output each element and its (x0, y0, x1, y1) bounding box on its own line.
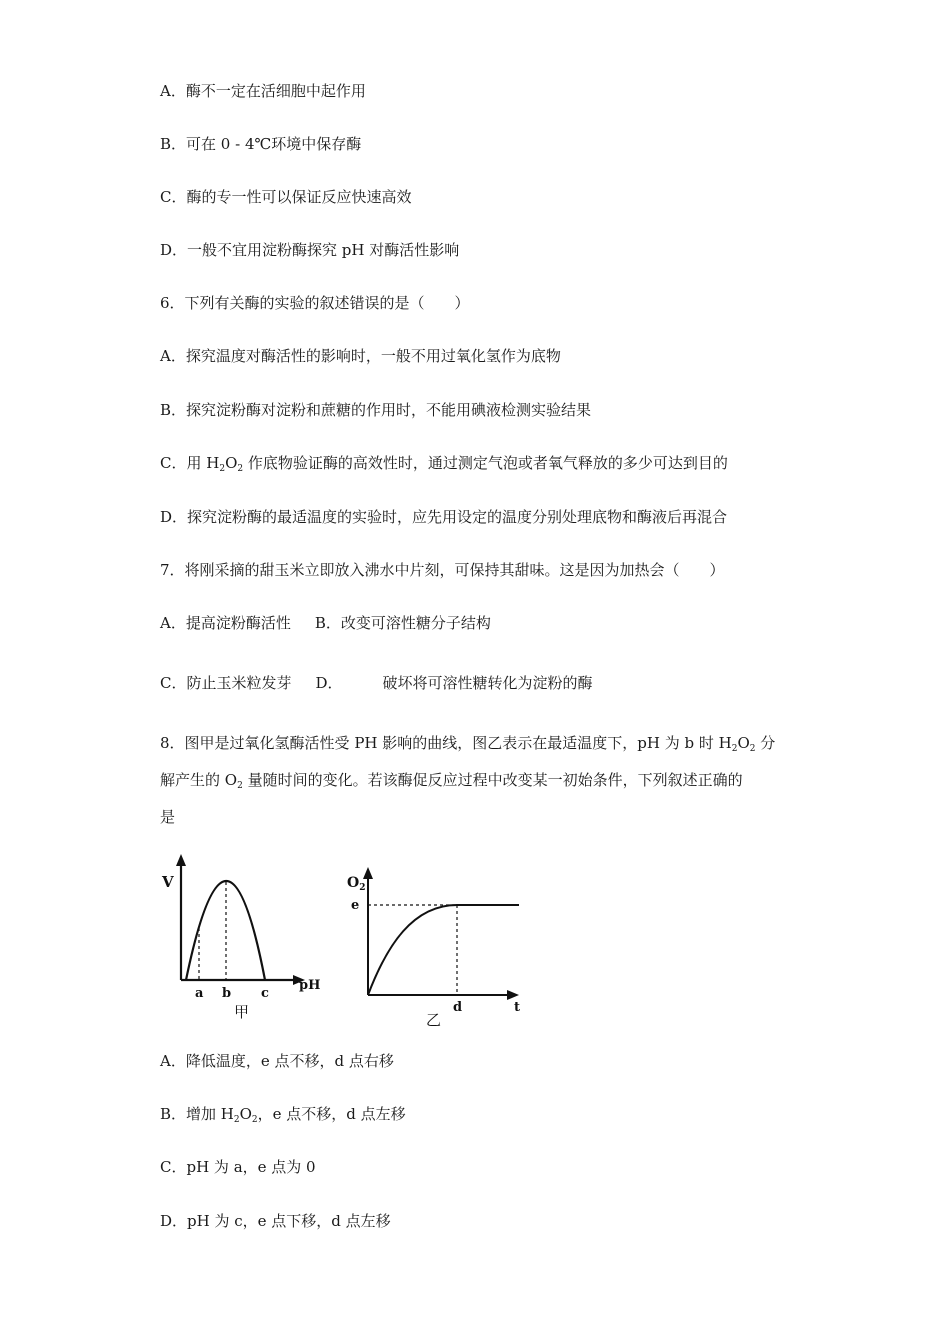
yi-guides (368, 905, 457, 995)
jia-tick-a: a (195, 986, 204, 1001)
yi-y-label: $O_2$ (347, 875, 366, 893)
jia-tick-c: c (261, 986, 269, 1001)
q5-option-a: A．酶不一定在活细胞中起作用 (160, 82, 366, 100)
yi-tick-d: d (453, 1000, 463, 1015)
yi-y-arrow (363, 867, 373, 879)
q8-option-b: B．增加 $H_2O_2$，e 点不移，d 点左移 (160, 1105, 406, 1125)
q8-option-d: D．pH 为 c，e 点下移，d 点左移 (160, 1212, 391, 1230)
q5-option-d: D．一般不宜用淀粉酶探究 pH 对酶活性影响 (160, 241, 460, 259)
jia-axes (181, 862, 297, 980)
yi-curve (368, 905, 519, 995)
q8-stem-line-3: 是 (160, 808, 176, 826)
jia-tick-b: b (222, 986, 232, 1001)
jia-guides (199, 882, 226, 980)
q5-option-b: B．可在 0 - 4℃环境中保存酶 (160, 135, 362, 153)
q7-stem: 7．将刚采摘的甜玉米立即放入沸水中片刻，可保持其甜味。这是因为加热会（ ） (160, 561, 725, 579)
jia-x-label: pH (299, 978, 321, 993)
q8-stem-line-2: 解产生的 $O_2$ 量随时间的变化。若该酶促反应过程中改变某一初始条件，下列叙述正确的 (160, 771, 743, 791)
q5-option-c: C．酶的专一性可以保证反应快速高效 (160, 188, 412, 206)
figure-jia (155, 850, 325, 1025)
yi-x-label: t (514, 1000, 521, 1015)
yi-tick-e: e (351, 898, 360, 913)
q7-options-cd: C．防止玉米粒发芽 D． 破坏将可溶性糖转化为淀粉的酶 (160, 674, 593, 692)
q8-option-c: C．pH 为 a，e 点为 0 (160, 1158, 316, 1176)
jia-y-label: V (162, 873, 174, 891)
q8-option-a: A．降低温度，e 点不移，d 点右移 (160, 1052, 394, 1070)
jia-y-arrow (176, 854, 186, 866)
q6-option-b: B．探究淀粉酶对淀粉和蔗糖的作用时，不能用碘液检测实验结果 (160, 401, 592, 419)
yi-x-arrow (507, 990, 519, 1000)
q6-option-c: C．用 $H_2O_2$ 作底物验证酶的高效性时，通过测定气泡或者氧气释放的多少可达到目的 (160, 454, 728, 474)
yi-caption: 乙 (426, 1011, 442, 1029)
q8-stem-line-1: 8．图甲是过氧化氢酶活性受 PH 影响的曲线，图乙表示在最适温度下，pH 为 b 时 $H_2O_2$ 分 (160, 734, 776, 754)
q7-options-ab: A．提高淀粉酶活性 B．改变可溶性糖分子结构 (160, 614, 491, 632)
q6-stem: 6．下列有关酶的实验的叙述错误的是（ ） (160, 294, 470, 312)
yi-axes (368, 875, 511, 995)
q6-option-d: D．探究淀粉酶的最适温度的实验时，应先用设定的温度分别处理底物和酶液后再混合 (160, 508, 728, 526)
q6-option-a: A．探究温度对酶活性的影响时，一般不用过氧化氢作为底物 (160, 347, 561, 365)
figure-yi (335, 855, 535, 1030)
jia-caption: 甲 (234, 1003, 250, 1021)
